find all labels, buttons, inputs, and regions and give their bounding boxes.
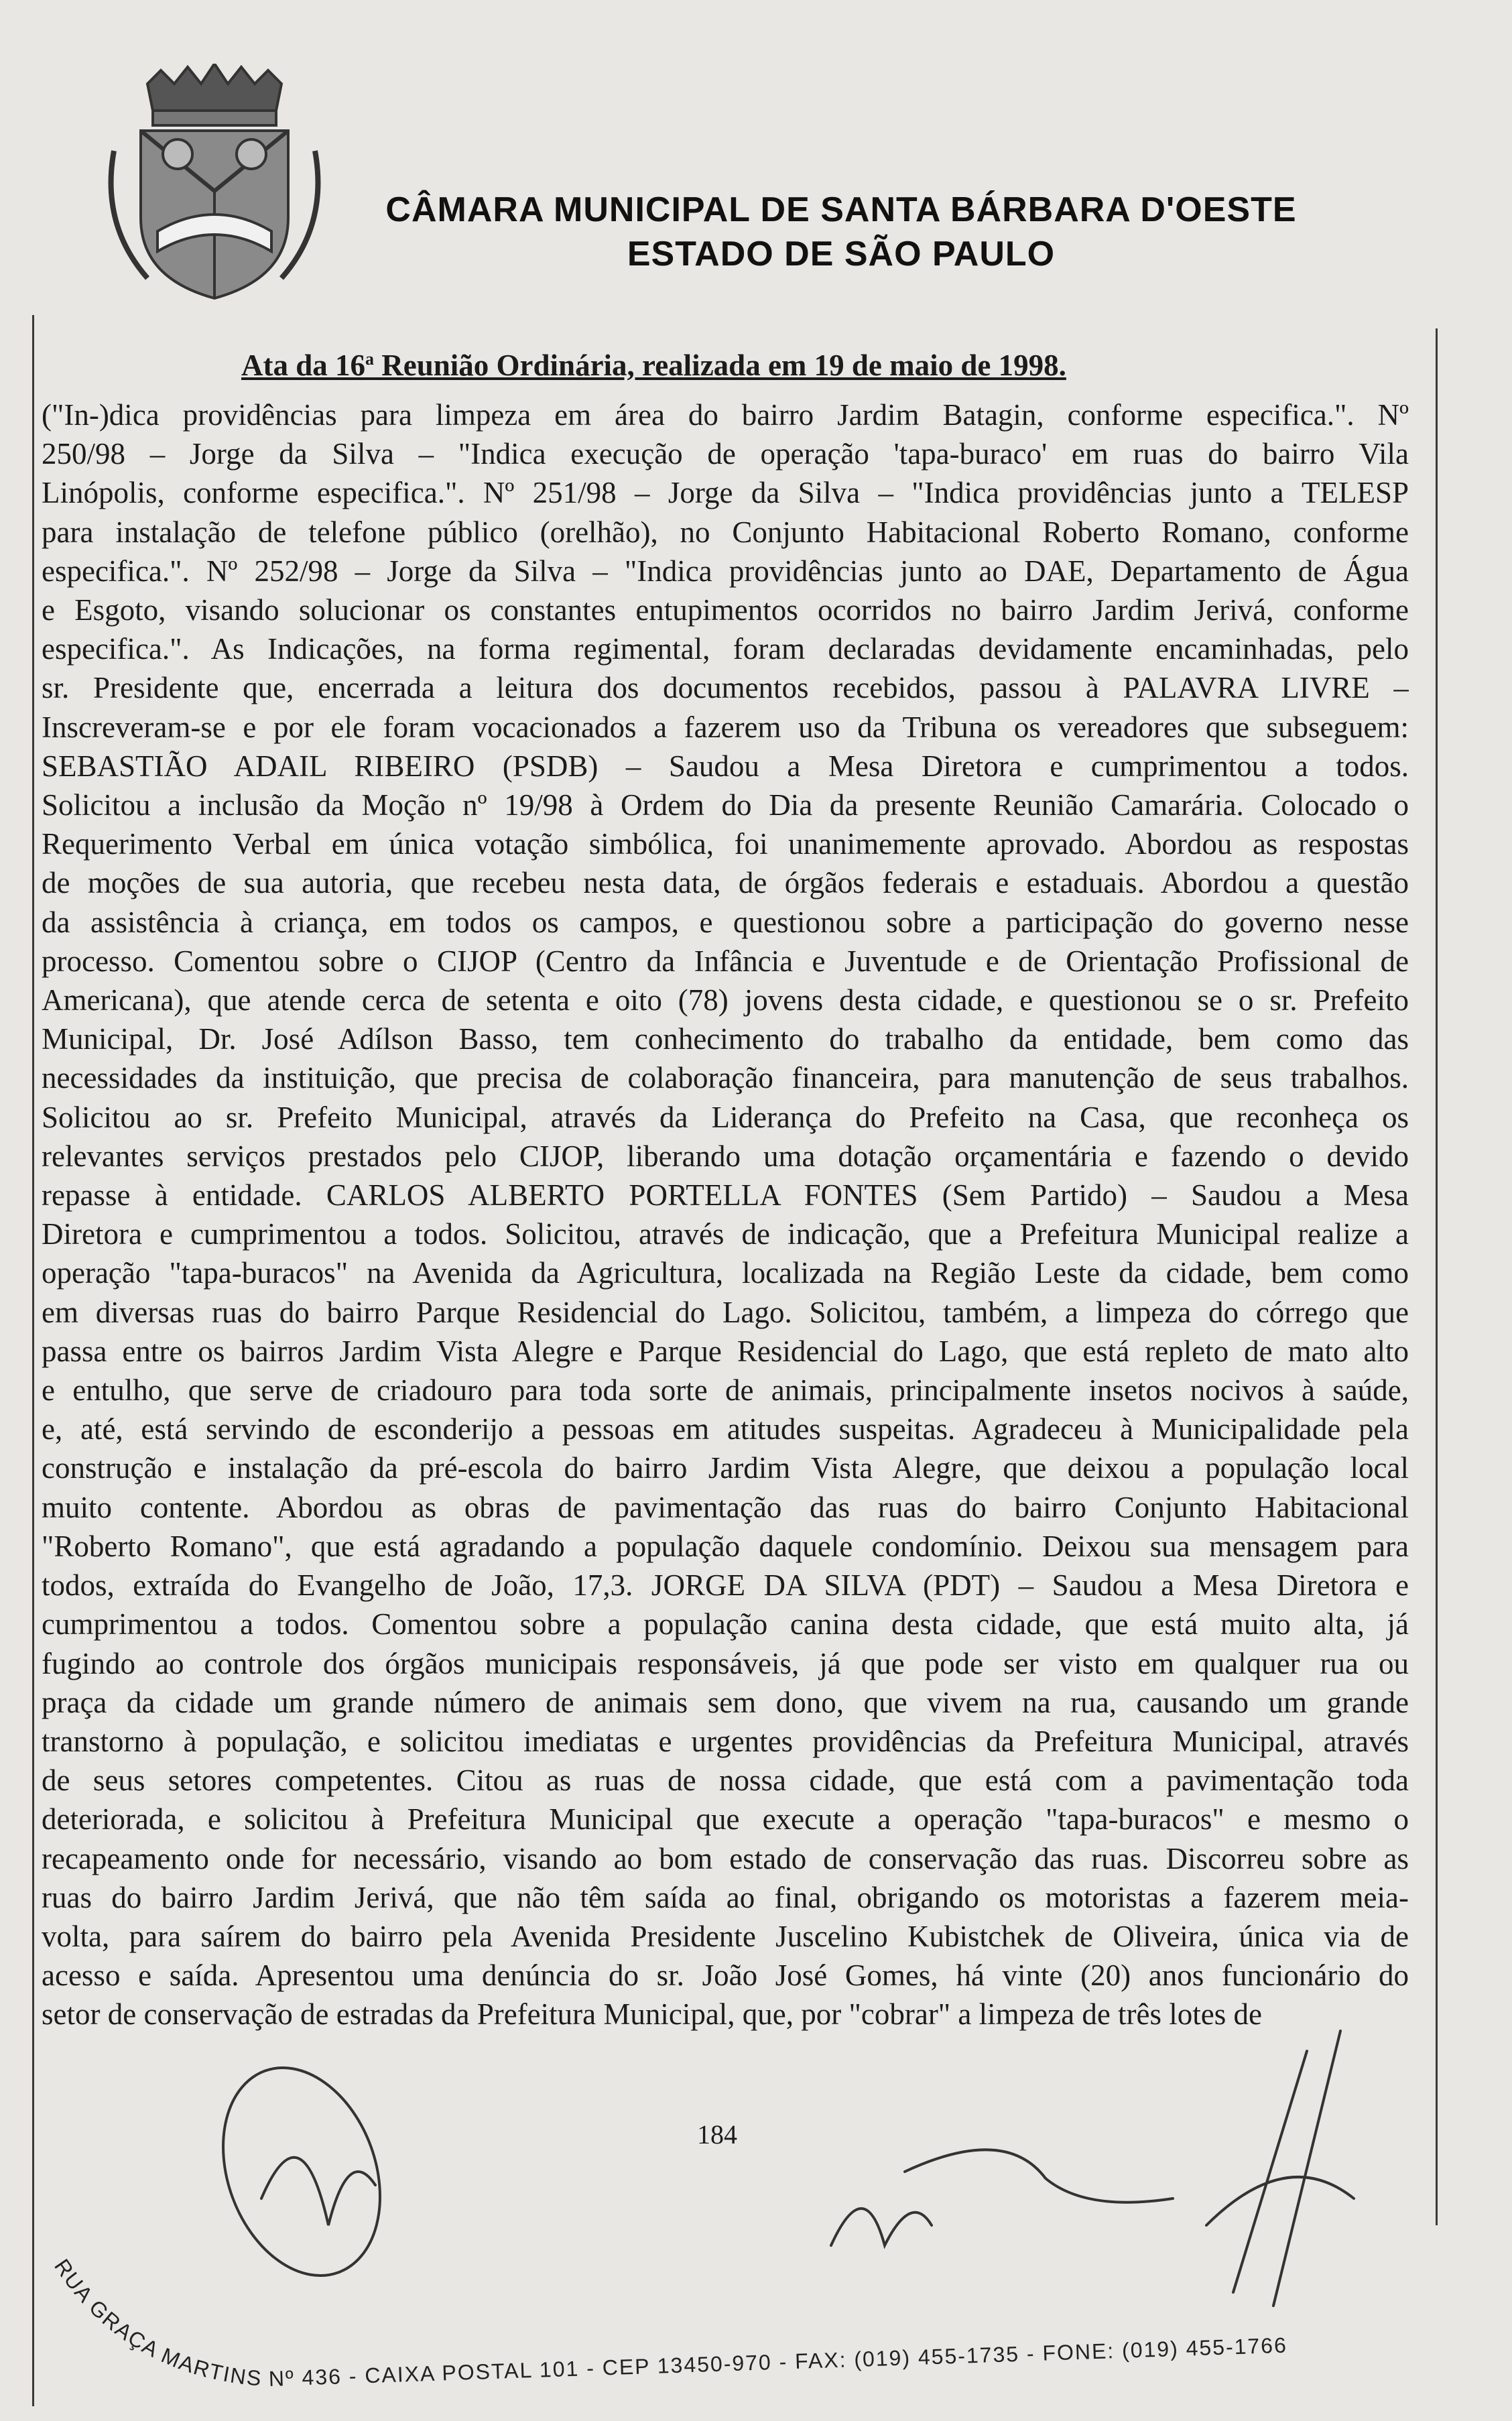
- body-line: necessidades da instituição, que precisa de colaboração financeira, para manutenção de seus trabalhos.: [42, 1061, 1409, 1095]
- body-line: praça da cidade um grande número de animais sem dono, que vivem na rua, causando um grande: [42, 1685, 1409, 1719]
- minutes-body: [42, 395, 1409, 2034]
- body-line: repasse à entidade. CARLOS ALBERTO PORTELLA FONTES (Sem Partido) – Saudou a Mesa: [42, 1178, 1409, 1213]
- body-line: processo. Comentou sobre o CIJOP (Centro da Infância e Juventude e de Orientação Profissional de: [42, 944, 1409, 978]
- page-border-left: [32, 315, 34, 2406]
- document-title: [241, 340, 1180, 384]
- body-line: em diversas ruas do bairro Parque Residencial do Lago. Solicitou, também, a limpeza do córrego que: [42, 1295, 1409, 1329]
- body-line: Inscreveram-se e por ele foram vocacionados a fazerem uso da Tribuna os vereadores que subseguem:: [42, 710, 1409, 744]
- body-line: construção e instalação da pré-escola do bairro Jardim Vista Alegre, que deixou a população local: [42, 1451, 1409, 1485]
- body-line: especifica.". As Indicações, na forma regimental, foram declaradas devidamente encaminhadas, pelo: [42, 632, 1409, 666]
- svg-text:RUA GRAÇA MARTINS Nº 436 - CAI: [50, 2255, 1287, 2391]
- body-line: Solicitou a inclusão da Moção nº 19/98 à Ordem do Dia da presente Reunião Camarária. Colocado o: [42, 788, 1409, 822]
- body-line: de seus setores competentes. Citou as ruas de nossa cidade, que está com a pavimentação toda: [42, 1763, 1409, 1798]
- body-line: Requerimento Verbal em única votação simbólica, foi unanimemente aprovado. Abordou as respostas: [42, 827, 1409, 861]
- page-border-right: [1436, 328, 1438, 2225]
- body-line: Diretora e cumprimentou a todos. Solicitou, através de indicação, que a Prefeitura Municipal realize a: [42, 1217, 1409, 1251]
- body-line: passa entre os bairros Jardim Vista Alegre e Parque Residencial do Lago, que está repleto de mato alto: [42, 1334, 1409, 1368]
- body-line: operação "tapa-buracos" na Avenida da Agricultura, localizada na Região Leste da cidade, bem como: [42, 1256, 1409, 1290]
- body-line: cumprimentou a todos. Comentou sobre a população canina desta cidade, que está muito alta, já: [42, 1607, 1409, 1641]
- ata-title-prefix: Ata da 16: [241, 349, 366, 382]
- body-line: recapeamento onde for necessário, visando ao bom estado de conservação das ruas. Discorreu sobre as: [42, 1841, 1409, 1875]
- body-line: sr. Presidente que, encerrada a leitura dos documentos recebidos, passou à PALAVRA LIVRE –: [42, 671, 1409, 705]
- body-line: SEBASTIÃO ADAIL RIBEIRO (PSDB) – Saudou a Mesa Diretora e cumprimentou a todos.: [42, 749, 1409, 783]
- body-line: e Esgoto, visando solucionar os constantes entupimentos ocorridos no bairro Jardim Jerivá, conforme: [42, 593, 1409, 627]
- footer-address-text: RUA GRAÇA MARTINS Nº 436 - CAIXA POSTAL 101 - CEP 13450-970 - FAX: (019) 455-1735 - FONE: (019) 455-1766: [50, 2254, 1288, 2392]
- ata-title-ordinal: a: [365, 349, 375, 369]
- body-line: e, até, está servindo de esconderijo a pessoas em atitudes suspeitas. Agradeceu à Municipalidade pela: [42, 1412, 1409, 1446]
- body-line: da assistência à criança, em todos os campos, e questionou sobre a participação do governo nesse: [42, 905, 1409, 939]
- body-line: "Roberto Romano", que está agradando a população daquele condomínio. Deixou sua mensagem para: [42, 1529, 1409, 1563]
- body-line: 250/98 – Jorge da Silva – "Indica execução de operação 'tapa-buraco' em ruas do bairro Vila: [42, 437, 1409, 471]
- page-number: 184: [697, 2119, 737, 2150]
- municipal-coat-of-arms-icon: [101, 64, 328, 305]
- body-line: Linópolis, conforme especifica.". Nº 251/98 – Jorge da Silva – "Indica providências junto a TELESP: [42, 476, 1409, 510]
- body-line: para instalação de telefone público (orelhão), no Conjunto Habitacional Roberto Romano, conforme: [42, 515, 1409, 549]
- body-line: acesso e saída. Apresentou uma denúncia do sr. João José Gomes, há vinte (20) anos funcionário do: [42, 1959, 1409, 1993]
- body-line: de moções de sua autoria, que recebeu nesta data, de órgãos federais e estaduais. Abordou a questão: [42, 866, 1409, 900]
- body-line: Solicitou ao sr. Prefeito Municipal, através da Liderança do Prefeito na Casa, que reconheça os: [42, 1100, 1409, 1134]
- body-line: muito contente. Abordou as obras de pavimentação das ruas do bairro Conjunto Habitacional: [42, 1490, 1409, 1524]
- header-subtitle: ESTADO DE SÃO PAULO: [627, 235, 1056, 273]
- body-line: e entulho, que serve de criadouro para toda sorte de animais, principalmente insetos nocivos à saúde,: [42, 1373, 1409, 1408]
- body-line: Municipal, Dr. José Adílson Basso, tem conhecimento do trabalho da entidade, bem como das: [42, 1022, 1409, 1056]
- body-line: fugindo ao controle dos órgãos municipais responsáveis, já que pode ser visto em qualquer rua ou: [42, 1646, 1409, 1680]
- body-line: setor de conservação de estradas da Prefeitura Municipal, que, por "cobrar" a limpeza de três lotes de: [42, 1997, 1262, 2032]
- body-line: relevantes serviços prestados pelo CIJOP, liberando uma dotação orçamentária e fazendo o devido: [42, 1139, 1409, 1173]
- ata-title-rest: Reunião Ordinária, realizada em 19 de maio de 1998.: [374, 349, 1066, 382]
- body-line: transtorno à população, e solicitou imediatas e urgentes providências da Prefeitura Municipal, através: [42, 1724, 1409, 1758]
- body-line: especifica.". Nº 252/98 – Jorge da Silva – "Indica providências junto ao DAE, Departamento de Água: [42, 554, 1409, 588]
- body-line: todos, extraída do Evangelho de João, 17,3. JORGE DA SILVA (PDT) – Saudou a Mesa Diretora e: [42, 1568, 1409, 1603]
- body-line: ("In-)dica providências para limpeza em área do bairro Jardim Batagin, conforme especifica.". Nº: [42, 398, 1409, 432]
- body-line: deteriorada, e solicitou à Prefeitura Municipal que execute a operação "tapa-buracos" e mesmo o: [42, 1802, 1409, 1837]
- body-line: Americana), que atende cerca de setenta e oito (78) jovens desta cidade, e questionou se o sr. Prefeito: [42, 983, 1409, 1017]
- footer-address: [47, 2245, 1495, 2400]
- body-line: volta, para saírem do bairro pela Avenida Presidente Juscelino Kubistchek de Oliveira, única via de: [42, 1919, 1409, 1953]
- header-title: CÂMARA MUNICIPAL DE SANTA BÁRBARA D'OESTE: [385, 190, 1297, 229]
- body-line: ruas do bairro Jardim Jerivá, que não têm saída ao final, obrigando os motoristas a fazerem meia-: [42, 1880, 1409, 1914]
